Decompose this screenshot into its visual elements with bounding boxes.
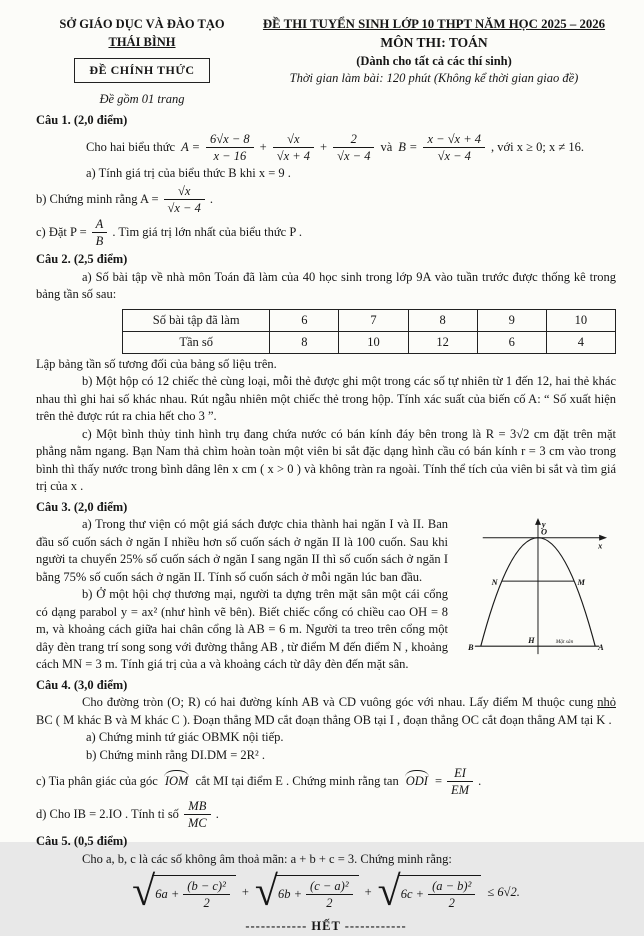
- fraction-numerator: (b − c)²: [183, 879, 230, 895]
- fraction: [333, 132, 374, 163]
- question-4c-text-mid: cắt MI tại điểm E . Chứng minh rằng tan: [195, 774, 399, 789]
- fraction-denominator: 2: [448, 896, 455, 911]
- radicand-text: 6b +: [277, 887, 303, 902]
- fraction-denominator: MC: [187, 816, 207, 831]
- fraction-numerator: √x: [273, 132, 314, 148]
- fraction-numerator: MB: [184, 799, 211, 815]
- exam-title: ĐỀ THI TUYỂN SINH LỚP 10 THPT NĂM HỌC 2025 – 2026: [262, 17, 606, 31]
- inequality-rhs: ≤ 6√2.: [487, 884, 520, 899]
- question-1a: a) Tính giá trị của biểu thức B khi x = 9 .: [86, 165, 291, 180]
- issuer-province: THÁI BÌNH: [108, 34, 176, 49]
- question-1c-text-end: . Tìm giá trị lớn nhất của biểu thức P .: [112, 225, 303, 240]
- fraction-denominator: x − 16: [213, 148, 247, 163]
- question-1c-text: c) Đặt P =: [36, 225, 87, 240]
- question-3b: b) Ở một hội chợ thương mại, người ta dựng trên mặt sân một cái cổng có dạng parabol y = ax² (như hình vẽ bên). Biết chiếc cổng có chiều cao OH = 8 m, và khoảng cách giữa hai chân cổng là AB = 6 m. Người ta treo trên cổng một dây đèn trang trí song song với đường thẳng AB , từ điểm M đến điểm N , khoảng cách MN = 3 m. Tính giá trị của a và khoảng cách từ dây đèn đến mặt sân.: [36, 587, 448, 672]
- radicand: [275, 875, 359, 910]
- plus-sign: +: [320, 139, 328, 154]
- question-4-heading: Câu 4. (3,0 điểm): [36, 677, 128, 692]
- y-axis-arrow-icon: [535, 518, 541, 525]
- expression-b-lhs: B =: [398, 139, 418, 154]
- question-2b: b) Một hộp có 12 chiếc thẻ cùng loại, mỗi thẻ được ghi một trong các số tự nhiên từ 1 đến 12, hai thẻ khác nhau thì ghi hai số khác nhau. Rút ngẫu nhiên một chiếc thẻ trong hộp. Tính xác suất của biến cố A: “ Số xuất hiện trên thẻ được rút ra chia hết cho 3 ”.: [36, 374, 616, 424]
- table-cell: 9: [477, 309, 546, 331]
- fraction: [92, 217, 108, 248]
- question-4d: [36, 799, 616, 830]
- exam-title-block: [248, 16, 616, 108]
- end-of-exam-marker: ------------ HẾT ------------: [245, 919, 407, 934]
- condition-text: , với x ≥ 0; x ≠ 16.: [491, 139, 584, 154]
- question-5-inequality: [36, 869, 616, 916]
- table-cell: 10: [546, 309, 615, 331]
- question-4c-text: c) Tia phân giác của góc: [36, 774, 158, 789]
- table-cell: 6: [270, 309, 339, 331]
- table-cell: 8: [270, 331, 339, 353]
- plus-sign: +: [241, 884, 249, 899]
- radical-term: [132, 869, 236, 916]
- table-cell: 4: [546, 331, 615, 353]
- and-text: và: [380, 139, 393, 154]
- question-2c: c) Một bình thủy tinh hình trụ đang chứa nước có bán kính đáy bên trong là R = 3√2 cm đặt trên mặt phẳng nằm ngang. Bạn Nam thả chìm hoàn toàn một viên bi sắt đặc dạng hình cầu có bán kính r = 3 cm vào trong bình thì thấy nước trong bình dâng lên x cm ( x > 0 ) và không tràn ra ngoài. Tính thể tích của viên bi sắt và tìm giá trị của x .: [36, 426, 616, 494]
- parabola-figure: [458, 516, 616, 662]
- table-cell: 10: [339, 331, 408, 353]
- radicand-text: 6a +: [155, 887, 180, 902]
- page-count-note: Đề gồm 01 trang: [99, 91, 185, 106]
- question-4c: [36, 766, 616, 797]
- question-4b: b) Chứng minh rằng DI.DM = 2R² .: [86, 747, 266, 762]
- radical-sign-icon: √: [132, 869, 156, 916]
- fraction: [423, 132, 485, 163]
- question-2-heading: Câu 2. (2,5 điểm): [36, 252, 128, 267]
- intro-text: Cho hai biểu thức: [86, 139, 176, 154]
- question-4: [36, 677, 616, 831]
- question-3-heading: Câu 3. (2,0 điểm): [36, 499, 128, 514]
- fraction: [164, 184, 205, 215]
- question-1-heading: Câu 1. (2,0 điểm): [36, 113, 128, 128]
- radicand-text: 6c +: [400, 887, 425, 902]
- radical-term: [254, 869, 359, 916]
- arc-angle-iom: IOM: [163, 773, 191, 791]
- fraction-denominator: √x − 4: [337, 148, 371, 163]
- arc-angle-odi: ODI: [404, 773, 430, 791]
- question-4a: a) Chứng minh tứ giác OBMK nội tiếp.: [86, 730, 284, 745]
- fraction-numerator: √x: [164, 184, 205, 200]
- fraction: [184, 799, 211, 830]
- fraction: [206, 132, 254, 163]
- question-1-expressions: [86, 132, 616, 163]
- fraction-numerator: (c − a)²: [306, 879, 353, 895]
- radical-sign-icon: √: [254, 869, 278, 916]
- fraction-numerator: EI: [447, 766, 473, 782]
- fraction-denominator: 2: [326, 896, 333, 911]
- fraction-denominator: 2: [203, 896, 210, 911]
- fraction-denominator: B: [95, 234, 104, 249]
- question-3: [36, 499, 616, 674]
- question-3a: a) Trong thư viện có một giá sách được chia thành hai ngăn I và II. Ban đầu số cuốn sách ở ngăn I nhiều hơn số cuốn sách ở ngăn II là 100 cuốn. Sau khi người ta chuyển 25% số cuốn sách ở ngăn I sang ngăn II thì số cuốn sách ở ngăn I bằng 75% số cuốn sách ở ngăn II. Tính số cuốn sách ở mỗi ngăn lúc ban đầu.: [36, 517, 448, 584]
- question-4-intro-text: Cho đường tròn (O; R) có hai đường kính AB và CD vuông góc với nhau. Lấy điểm M thuộc cung: [82, 695, 598, 710]
- figure-label-ground: Mặt sân: [555, 639, 574, 646]
- question-1b: [36, 184, 616, 215]
- period: .: [215, 807, 219, 822]
- table-row-label: Tần số: [123, 331, 270, 353]
- fraction: [428, 879, 475, 910]
- figure-label-y: y: [541, 520, 546, 530]
- figure-label-a: A: [598, 643, 604, 653]
- exam-header: [36, 16, 616, 108]
- question-5: [36, 833, 616, 936]
- table-cell: 7: [339, 309, 408, 331]
- fraction-numerator: (a − b)²: [428, 879, 475, 895]
- exam-audience: (Dành cho tất cả các thí sinh): [356, 53, 512, 68]
- radicand: [398, 875, 482, 910]
- question-1c: [36, 217, 616, 248]
- fraction: [183, 879, 230, 910]
- exam-duration: Thời gian làm bài: 120 phút (Không kể thời gian giao đề): [289, 71, 579, 86]
- fraction-numerator: 2: [333, 132, 374, 148]
- figure-label-b: B: [467, 643, 474, 653]
- expression-a-lhs: A =: [181, 139, 201, 154]
- table-cell: 8: [408, 309, 477, 331]
- issuer-name: SỞ GIÁO DỤC VÀ ĐÀO TẠO: [59, 17, 225, 31]
- radical-term: [377, 869, 482, 916]
- figure-label-n: N: [491, 578, 498, 588]
- fraction: [273, 132, 314, 163]
- x-axis-arrow-icon: [599, 535, 607, 541]
- question-4d-text: d) Cho IB = 2.IO . Tính tỉ số: [36, 807, 179, 822]
- plus-sign: +: [259, 139, 267, 154]
- question-5-heading: Câu 5. (0,5 điểm): [36, 834, 128, 849]
- equals-sign: =: [434, 774, 442, 789]
- table-row: [123, 331, 616, 353]
- fraction-numerator: A: [92, 217, 108, 233]
- table-row-label: Số bài tập đã làm: [123, 309, 270, 331]
- figure-label-h: H: [528, 636, 535, 646]
- radicand: [152, 875, 236, 910]
- issuer-block: [36, 16, 248, 108]
- radical-sign-icon: √: [377, 869, 401, 916]
- figure-label-origin: O: [540, 528, 548, 538]
- official-exam-box: ĐỀ CHÍNH THỨC: [74, 58, 209, 83]
- figure-label-x: x: [598, 541, 603, 551]
- fraction: [306, 879, 353, 910]
- question-4-intro-text-end: BC ( M khác B và M khác C ). Đoạn thẳng MD cắt đoạn thẳng OB tại I , đoạn thẳng OC cắt đoạn thẳng AM tại K .: [36, 712, 612, 727]
- period: .: [478, 774, 482, 789]
- question-1b-text: b) Chứng minh rằng A =: [36, 192, 159, 207]
- underlined-word: nhỏ: [597, 695, 616, 710]
- question-2a: a) Số bài tập về nhà môn Toán đã làm của 40 học sinh trong lớp 9A vào tuần trước được thống kê trong bảng tần số sau:: [36, 269, 616, 302]
- fraction-denominator: √x + 4: [276, 148, 311, 163]
- table-row: [123, 309, 616, 331]
- fraction-denominator: √x − 4: [167, 201, 201, 216]
- parabola-svg: [458, 516, 616, 662]
- question-4-intro: [36, 694, 616, 729]
- question-2: [36, 251, 616, 496]
- exam-subject: MÔN THI: TOÁN: [380, 34, 488, 50]
- question-5-intro: Cho a, b, c là các số không âm thoả mãn: a + b + c = 3. Chứng minh rằng:: [82, 851, 452, 866]
- figure-label-m: M: [577, 578, 585, 588]
- fraction: [447, 766, 473, 797]
- period: .: [209, 192, 213, 207]
- fraction-denominator: EM: [451, 783, 470, 798]
- table-cell: 12: [408, 331, 477, 353]
- question-2a-task: Lập bảng tần số tương đối của bảng số liệu trên.: [36, 356, 277, 371]
- table-cell: 6: [477, 331, 546, 353]
- plus-sign: +: [364, 884, 372, 899]
- question-1: [36, 112, 616, 248]
- frequency-table: [122, 309, 616, 354]
- fraction-denominator: √x − 4: [437, 148, 471, 163]
- fraction-numerator: x − √x + 4: [423, 132, 485, 148]
- fraction-numerator: 6√x − 8: [206, 132, 254, 148]
